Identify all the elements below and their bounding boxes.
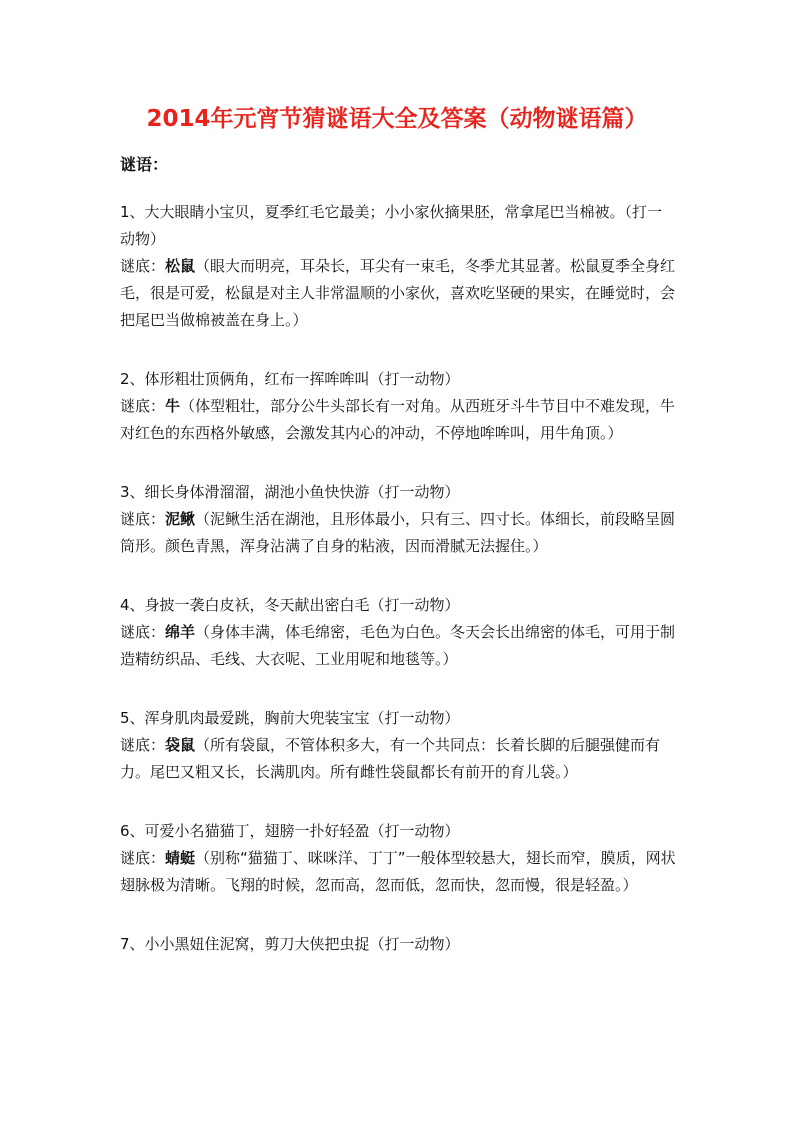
answer-prefix: 谜底： [120,623,166,641]
riddle-question: 5、浑身肌肉最爱跳，胸前大兜装宝宝（打一动物） [120,709,460,727]
answer-word: 蜻蜓 [165,849,196,867]
riddle-answer [120,845,676,899]
answer-word: 泥鳅 [165,510,196,528]
riddle-question: 4、身披一袭白皮袄，冬天献出密白毛（打一动物） [120,596,460,614]
answer-detail: （泥鳅生活在湖池，且形体最小，只有三、四寸长。体细长，前段略呈圆筒形。颜色青黑，浑身沾满了自身的粘液，因而滑腻无法握住。） [120,510,676,555]
riddle-answer [120,253,676,334]
riddle-item [120,705,676,786]
answer-word: 牛 [165,397,181,415]
riddle-answer [120,619,676,673]
answer-prefix: 谜底： [120,397,166,415]
riddle-item [120,818,676,899]
riddle-question: 1、大大眼睛小宝贝，夏季红毛它最美；小小家伙摘果胚，常拿尾巴当棉被。（打一动物） [120,203,663,248]
answer-detail: （身体丰满，体毛绵密，毛色为白色。冬天会长出绵密的体毛，可用于制造精纺织品、毛线、大衣呢、工业用呢和地毯等。） [120,623,676,668]
riddle-item [120,931,676,958]
riddle-item [120,479,676,560]
answer-detail: （体型粗壮，部分公牛头部长有一对角。从西班牙斗牛节目中不难发现，牛对红色的东西格外敏感，会激发其内心的冲动，不停地哞哞叫，用牛角顶。） [120,397,676,442]
riddle-answer [120,732,676,786]
answer-prefix: 谜底： [120,736,166,754]
riddle-item [120,592,676,673]
riddle-list [120,199,676,990]
answer-detail: （眼大而明亮，耳朵长，耳尖有一束毛，冬季尤其显著。松鼠夏季全身红毛，很是可爱，松鼠是对主人非常温顺的小家伙，喜欢吃坚硬的果实，在睡觉时，会把尾巴当做棉被盖在身上。） [120,257,676,329]
riddle-question: 6、可爱小名猫猫丁，翅膀一扑好轻盈（打一动物） [120,822,460,840]
answer-word: 松鼠 [165,257,196,275]
document-title: 2014年元宵节猜谜语大全及答案（动物谜语篇） [146,106,648,132]
riddle-answer [120,393,676,447]
riddle-question: 7、小小黑妞住泥窝，剪刀大侠把虫捉（打一动物） [120,935,460,953]
answer-word: 绵羊 [165,623,196,641]
answer-prefix: 谜底： [120,510,166,528]
answer-prefix: 谜底： [120,257,166,275]
answer-detail: （所有袋鼠，不管体积多大，有一个共同点：长着长脚的后腿强健而有力。尾巴又粗又长，长满肌肉。所有雌性袋鼠都长有前开的育儿袋。） [120,736,661,781]
answer-word: 袋鼠 [165,736,196,754]
answer-prefix: 谜底： [120,849,166,867]
section-label: 谜语： [120,155,169,174]
riddle-question: 2、体形粗壮顶俩角，红布一挥哞哞叫（打一动物） [120,370,460,388]
riddle-question: 3、细长身体滑溜溜，湖池小鱼快快游（打一动物） [120,483,460,501]
riddle-answer [120,506,676,560]
riddle-item [120,199,676,334]
riddle-item [120,366,676,447]
answer-detail: （别称“猫猫丁、咪咪洋、丁丁”一般体型较悬大，翅长而窄，膜质，网状翅脉极为清晰。飞翔的时候，忽而高，忽而低，忽而快，忽而慢，很是轻盈。） [120,849,676,894]
